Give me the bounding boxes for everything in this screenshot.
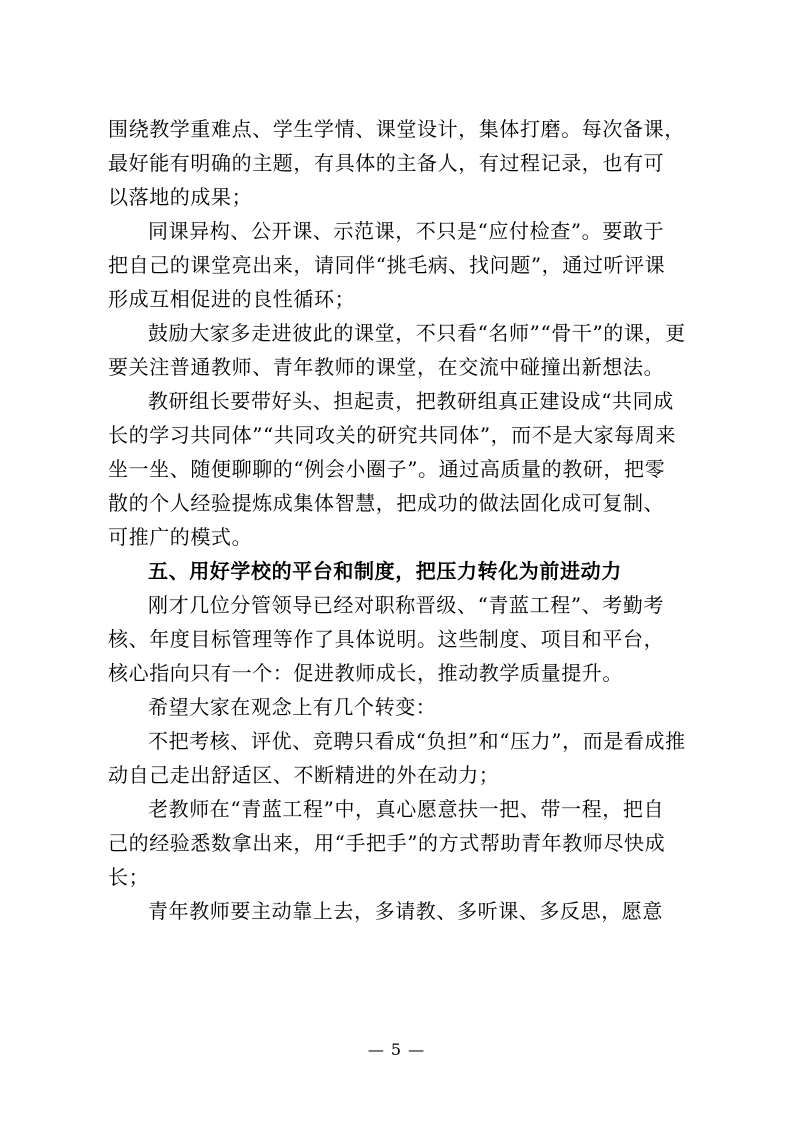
text-line: 刚才几位分管领导已经对职称晋级、“青蓝工程”、考勤考 [148, 593, 665, 617]
section-heading: 五、用好学校的平台和制度，把压力转化为前进动力 [148, 559, 622, 583]
text-line: 希望大家在观念上有几个转变： [148, 695, 437, 719]
text-line: 核心指向只有一个：促进教师成长，推动教学质量提升。 [108, 661, 623, 685]
body-text [108, 112, 688, 928]
page-number: — 5 — [367, 1040, 426, 1059]
text-line: 鼓励大家多走进彼此的课堂，不只看“名师”“骨干”的课，更 [148, 321, 686, 345]
text-line: 以落地的成果； [108, 185, 253, 209]
text-line: 把自己的课堂亮出来，请同伴“挑毛病、找问题”，通过听评课 [108, 253, 666, 277]
text-line: 长； [108, 865, 150, 889]
text-line: 长的学习共同体”“共同攻关的研究共同体”，而不是大家每周来 [108, 423, 677, 447]
text-line: 动自己走出舒适区、不断精进的外在动力； [108, 763, 500, 787]
text-line: 青年教师要主动靠上去，多请教、多听课、多反思，愿意 [148, 899, 663, 923]
text-line: 不把考核、评优、竞聘只看成“负担”和“压力”，而是看成推 [148, 729, 686, 753]
text-line: 围绕教学重难点、学生学情、课堂设计，集体打磨。每次备课， [108, 117, 685, 141]
text-line: 教研组长要带好头、担起责，把教研组真正建设成“共同成 [148, 389, 674, 413]
text-line: 老教师在“青蓝工程”中，真心愿意扶一把、带一程，把自 [148, 797, 665, 821]
text-line: 核、年度目标管理等作了具体说明。这些制度、项目和平台， [108, 627, 665, 651]
text-line: 要关注普通教师、青年教师的课堂，在交流中碰撞出新想法。 [108, 355, 665, 379]
text-line: 形成互相促进的良性循环； [108, 287, 356, 311]
text-line: 同课异构、公开课、示范课，不只是“应付检查”。要敢于 [148, 219, 665, 243]
text-line: 散的个人经验提炼成集体智慧，把成功的做法固化成可复制、 [108, 491, 665, 515]
text-line: 己的经验悉数拿出来，用“手把手”的方式帮助青年教师尽快成 [108, 831, 666, 855]
text-line: 最好能有明确的主题，有具体的主备人，有过程记录，也有可 [108, 151, 665, 175]
text-line: 可推广的模式。 [108, 525, 253, 549]
text-line: 坐一坐、随便聊聊的“例会小圈子”。通过高质量的教研，把零 [108, 457, 666, 481]
